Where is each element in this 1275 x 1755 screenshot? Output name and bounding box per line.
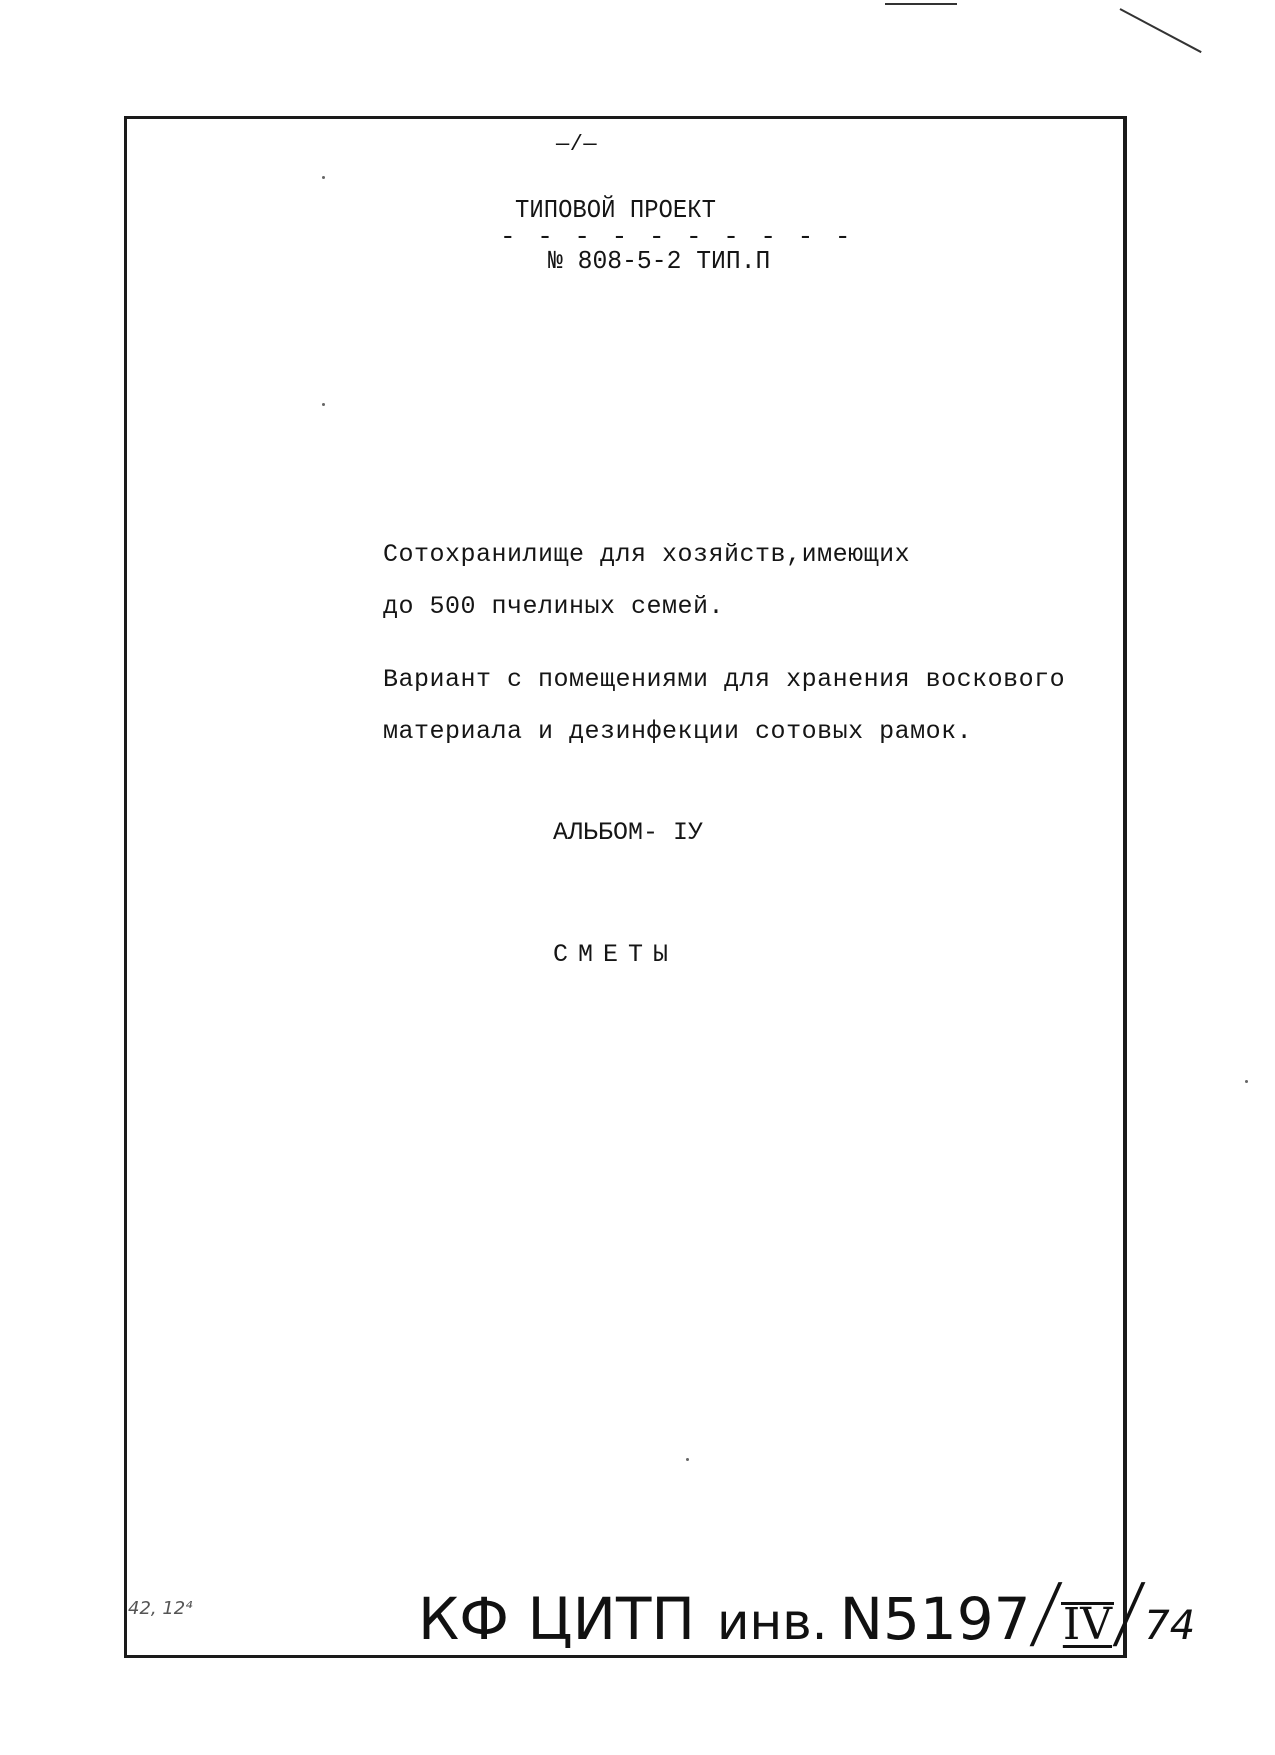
album-label: АЛЬБОМ- IУ xyxy=(553,818,704,847)
stamp-slash: / xyxy=(1026,1568,1066,1658)
page-number: —/— xyxy=(556,132,598,157)
scan-artifact-line xyxy=(1120,8,1202,53)
section-title: СМЕТЫ xyxy=(553,940,679,969)
scan-artifact-line xyxy=(885,3,957,5)
stamp-roman: IV xyxy=(1062,1599,1112,1650)
scan-speck xyxy=(686,1458,689,1461)
dash-separator: - - - - - - - - - - xyxy=(500,222,854,252)
stamp-inv-number: N5197 xyxy=(839,1585,1031,1653)
stamp-year: 74 xyxy=(1144,1603,1196,1649)
margin-mark: 42, 12⁴ xyxy=(128,1598,193,1619)
scan-speck xyxy=(322,176,325,179)
document-frame xyxy=(124,116,1127,1658)
stamp-slash: / xyxy=(1109,1568,1149,1658)
inventory-stamp xyxy=(418,1568,1195,1658)
project-title: ТИПОВОЙ ПРОЕКТ xyxy=(515,195,716,225)
scan-speck xyxy=(322,403,325,406)
scan-speck xyxy=(1245,1080,1248,1083)
description-line-1: Сотохранилище для хозяйств,имеющих xyxy=(383,540,911,569)
stamp-inv-label: инв. xyxy=(717,1593,828,1651)
stamp-org: КФ ЦИТП xyxy=(418,1585,696,1653)
variant-line-1: Вариант с помещениями для хранения воскового xyxy=(383,665,1066,694)
description-line-2: до 500 пчелиных семей. xyxy=(383,592,725,621)
project-number: № 808-5-2 ТИП.П xyxy=(548,246,771,276)
variant-line-2: материала и дезинфекции сотовых рамок. xyxy=(383,717,973,746)
